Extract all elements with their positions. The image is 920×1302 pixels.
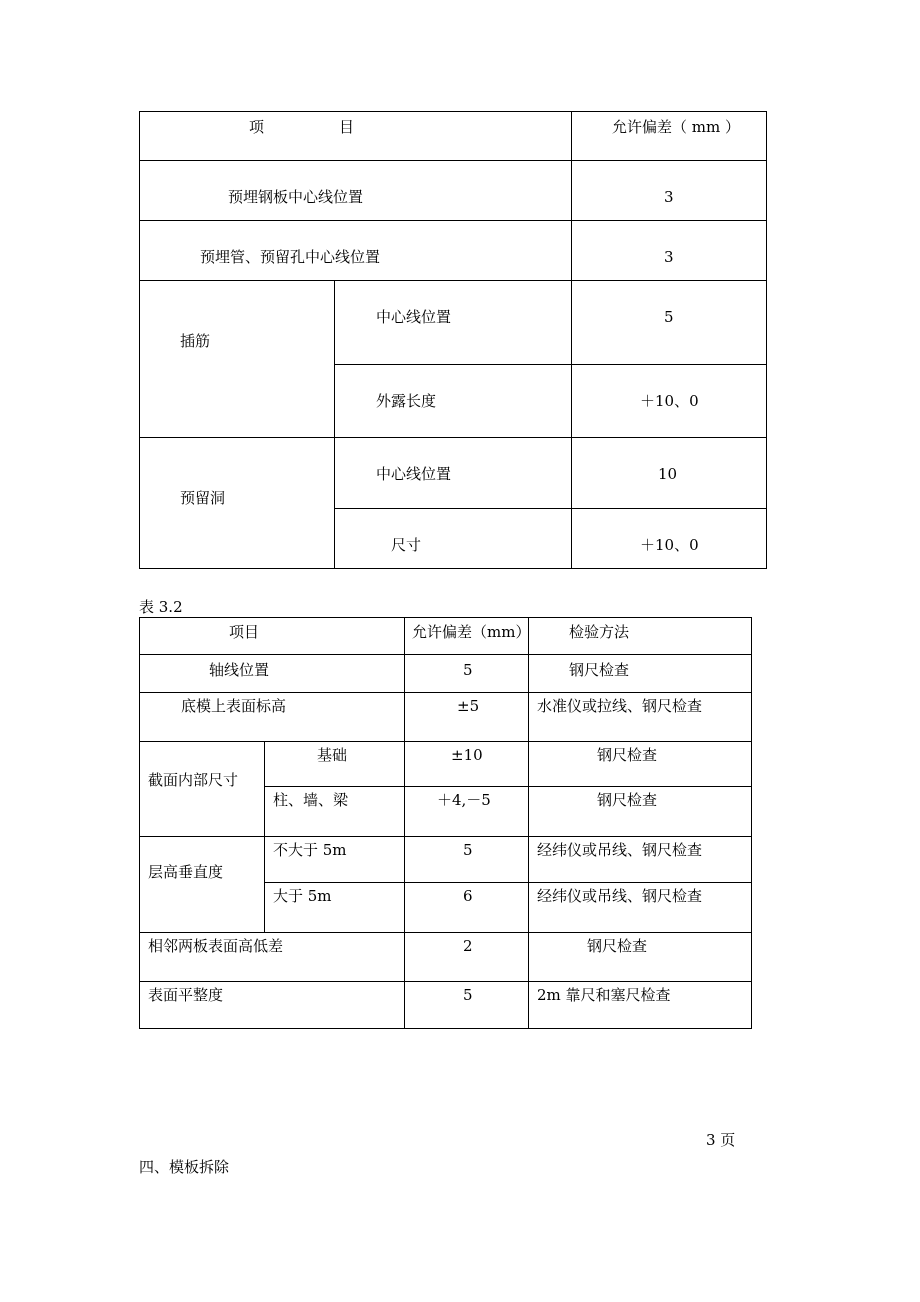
- row-label: 底模上表面标高: [181, 697, 287, 715]
- row-bottom-tolerance: [405, 693, 529, 742]
- sub-method-cell: [529, 883, 752, 933]
- method-value: 经纬仪或吊线、钢尺检查: [537, 887, 703, 905]
- tolerance-value: 5: [664, 308, 674, 326]
- header-item-label: 项目: [229, 623, 260, 641]
- sub-column-wall-beam-cell: [265, 787, 405, 837]
- page-number: 3 页: [706, 1131, 736, 1149]
- group-vertical-cell: [140, 837, 265, 933]
- sub-le5m-cell: [265, 837, 405, 883]
- method-value: 钢尺检查: [569, 661, 630, 679]
- sub-center-line-cell: [335, 281, 572, 365]
- row-label: 相邻两板表面高低差: [148, 937, 284, 955]
- header-tolerance-label: 允许偏差（mm）: [412, 623, 531, 641]
- header-tolerance-cell: [405, 618, 529, 655]
- row-adjacent-item: [140, 933, 405, 982]
- row-axis-item: [140, 655, 405, 693]
- row-flatness-method: [529, 982, 752, 1029]
- sub-tolerance-cell: [405, 742, 529, 787]
- sub-label: 大于 5m: [273, 887, 332, 905]
- row-pipe-hole-item: [140, 221, 572, 281]
- sub-tolerance-cell: [572, 365, 767, 438]
- tolerance-value: ±10: [451, 746, 483, 764]
- row-label: 预埋管、预留孔中心线位置: [200, 248, 381, 266]
- row-axis-tolerance: [405, 655, 529, 693]
- tolerance-value: 5: [463, 986, 473, 1004]
- sub-tolerance-cell: [572, 281, 767, 365]
- group-rebar-cell: [140, 281, 335, 438]
- sub-center-line-cell: [335, 438, 572, 509]
- row-axis-method: [529, 655, 752, 693]
- row-bottom-item: [140, 693, 405, 742]
- sub-tolerance-cell: [405, 883, 529, 933]
- sub-method-cell: [529, 837, 752, 883]
- header-item-cell: [140, 618, 405, 655]
- method-value: 2m 靠尺和塞尺检查: [537, 986, 671, 1004]
- method-value: 水准仪或拉线、钢尺检查: [537, 697, 703, 715]
- method-value: 钢尺检查: [587, 937, 648, 955]
- row-label: 表面平整度: [148, 986, 224, 1004]
- row-steel-plate-tolerance: [572, 161, 767, 221]
- tolerance-value: 3: [664, 248, 674, 266]
- header-tolerance-cell: [572, 112, 767, 161]
- sub-label: 中心线位置: [376, 465, 452, 483]
- sub-label: 不大于 5m: [273, 841, 347, 859]
- header-item-label: 项 目: [249, 118, 355, 136]
- method-value: 钢尺检查: [597, 746, 658, 764]
- tolerance-value: ＋10、0: [640, 392, 699, 410]
- sub-gt5m-cell: [265, 883, 405, 933]
- tolerance-value: 6: [463, 887, 473, 905]
- row-adjacent-tolerance: [405, 933, 529, 982]
- sub-exposed-length-cell: [335, 365, 572, 438]
- sub-label: 尺寸: [391, 536, 422, 554]
- header-tolerance-label: 允许偏差（ mm ）: [612, 118, 740, 136]
- tolerance-value: ＋10、0: [640, 536, 699, 554]
- method-value: 经纬仪或吊线、钢尺检查: [537, 841, 703, 859]
- tolerance-value: ±5: [457, 697, 480, 715]
- row-bottom-method: [529, 693, 752, 742]
- sub-method-cell: [529, 787, 752, 837]
- sub-method-cell: [529, 742, 752, 787]
- sub-label: 基础: [317, 746, 348, 764]
- group-label: 截面内部尺寸: [148, 771, 239, 789]
- group-label: 层高垂直度: [148, 863, 224, 881]
- sub-tolerance-cell: [405, 787, 529, 837]
- row-label: 预埋钢板中心线位置: [228, 188, 364, 206]
- row-adjacent-method: [529, 933, 752, 982]
- tolerance-value: 10: [658, 465, 678, 483]
- tolerance-value: 5: [463, 841, 473, 859]
- header-method-label: 检验方法: [569, 623, 630, 641]
- group-label: 预留洞: [180, 489, 226, 507]
- header-item-cell: [140, 112, 572, 161]
- group-reserved-hole-cell: [140, 438, 335, 569]
- row-pipe-hole-tolerance: [572, 221, 767, 281]
- group-label: 插筋: [180, 332, 211, 350]
- row-label: 轴线位置: [209, 661, 270, 679]
- sub-label: 柱、墙、梁: [273, 791, 349, 809]
- sub-foundation-cell: [265, 742, 405, 787]
- row-flatness-tolerance: [405, 982, 529, 1029]
- header-method-cell: [529, 618, 752, 655]
- tolerance-table-formwork: [139, 617, 752, 1029]
- row-flatness-item: [140, 982, 405, 1029]
- sub-label: 外露长度: [376, 392, 437, 410]
- table-caption: 表 3.2: [139, 598, 183, 616]
- group-section-size-cell: [140, 742, 265, 837]
- row-steel-plate-item: [140, 161, 572, 221]
- tolerance-value: 3: [664, 188, 674, 206]
- tolerance-value: 5: [463, 661, 473, 679]
- sub-tolerance-cell: [405, 837, 529, 883]
- tolerance-value: 2: [463, 937, 473, 955]
- section-heading: 四、模板拆除: [139, 1158, 230, 1176]
- sub-size-cell: [335, 509, 572, 569]
- tolerance-value: ＋4,－5: [437, 791, 491, 809]
- sub-tolerance-cell: [572, 438, 767, 509]
- tolerance-table-embedded: [139, 111, 767, 569]
- method-value: 钢尺检查: [597, 791, 658, 809]
- sub-label: 中心线位置: [376, 308, 452, 326]
- sub-tolerance-cell: [572, 509, 767, 569]
